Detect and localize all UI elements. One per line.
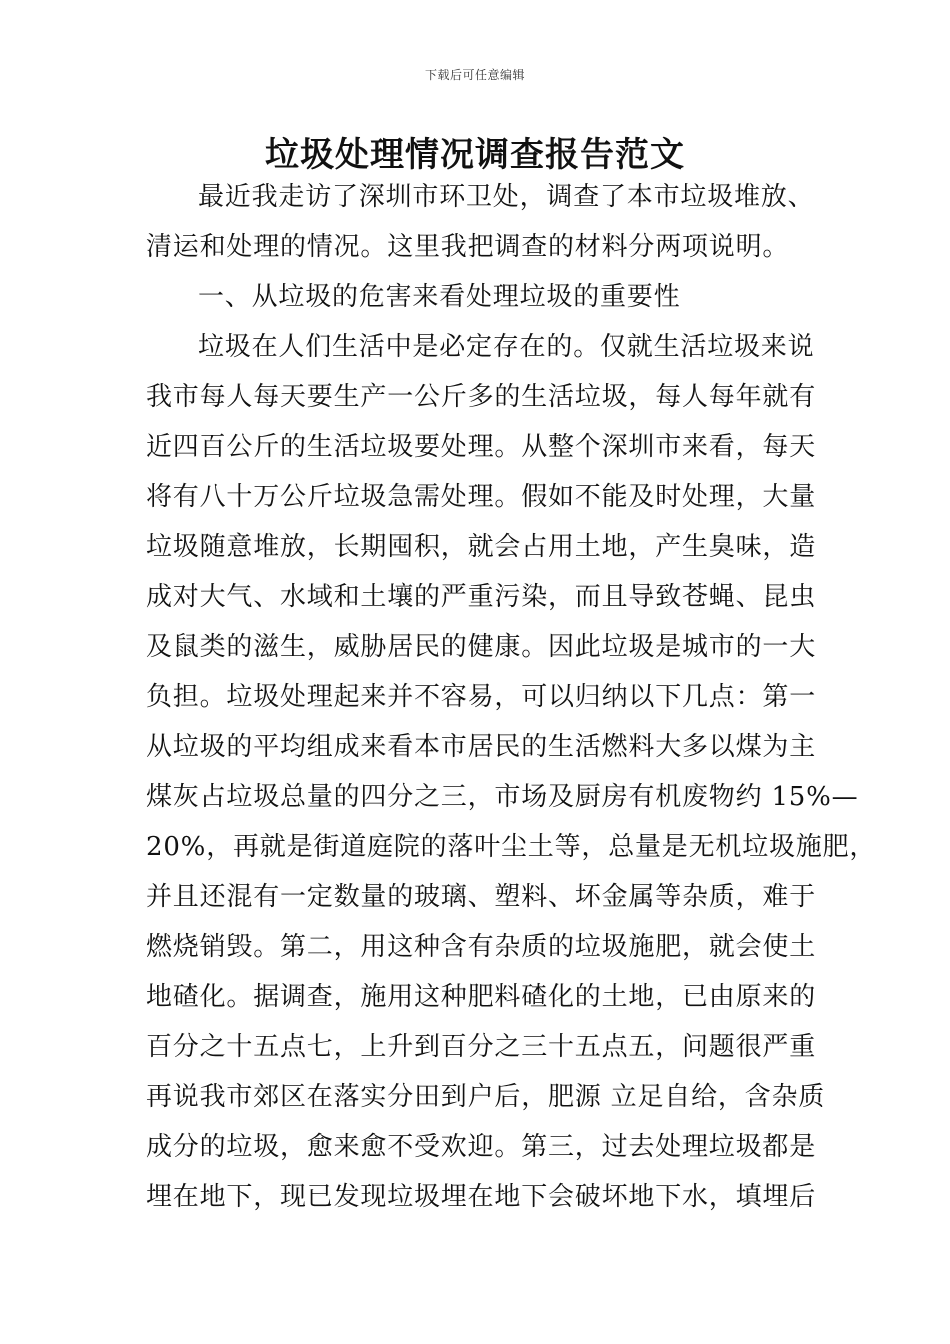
- paragraph-line: 煤灰占垃圾总量的四分之三，市场及厨房有机废物约 15%—: [146, 782, 859, 812]
- paragraph-line: 埋在地下，现已发现垃圾埋在地下会破坏地下水，填埋后: [146, 1182, 817, 1212]
- paragraph-line: 20%，再就是街道庭院的落叶尘土等，总量是无机垃圾施肥，: [146, 832, 877, 862]
- paragraph-line: 及鼠类的滋生，威胁居民的健康。因此垃圾是城市的一大: [146, 632, 817, 662]
- header-note: 下载后可任意编辑: [424, 68, 525, 82]
- paragraph-line: 近四百公斤的生活垃圾要处理。从整个深圳市来看，每天: [146, 432, 817, 462]
- paragraph-line: 地碴化。据调查，施用这种肥料碴化的土地，已由原来的: [146, 982, 817, 1012]
- paragraph-line: 成分的垃圾，愈来愈不受欢迎。第三，过去处理垃圾都是: [146, 1132, 817, 1162]
- paragraph-line: 我市每人每天要生产一公斤多的生活垃圾，每人每年就有: [146, 382, 817, 412]
- document-body: [146, 172, 877, 1222]
- paragraph-line: 最近我走访了深圳市环卫处，调查了本市垃圾堆放、: [198, 182, 815, 212]
- paragraph-line: 成对大气、水域和土壤的严重污染，而且导致苍蝇、昆虫: [146, 582, 817, 612]
- document-title: 垃圾处理情况调查报告范文: [265, 135, 685, 175]
- paragraph-line: 负担。垃圾处理起来并不容易，可以归纳以下几点：第一: [146, 682, 817, 712]
- paragraph-line: 清运和处理的情况。这里我把调查的材料分两项说明。: [146, 232, 790, 262]
- paragraph-line: 再说我市郊区在落实分田到户后，肥源 立足自给，含杂质: [146, 1082, 826, 1112]
- paragraph-line: 垃圾随意堆放，长期囤积，就会占用土地，产生臭味，造: [146, 532, 817, 562]
- paragraph-line: 垃圾在人们生活中是必定存在的。仅就生活垃圾来说: [198, 332, 815, 362]
- paragraph-line: 并且还混有一定数量的玻璃、塑料、坏金属等杂质，难于: [146, 882, 817, 912]
- section-heading: 一、从垃圾的危害来看处理垃圾的重要性: [198, 282, 681, 312]
- paragraph-line: 将有八十万公斤垃圾急需处理。假如不能及时处理，大量: [146, 482, 817, 512]
- paragraph-line: 燃烧销毁。第二，用这种含有杂质的垃圾施肥，就会使土: [146, 932, 817, 962]
- paragraph-line: 从垃圾的平均组成来看本市居民的生活燃料大多以煤为主: [146, 732, 817, 762]
- paragraph-line: 百分之十五点七，上升到百分之三十五点五，问题很严重: [146, 1032, 817, 1062]
